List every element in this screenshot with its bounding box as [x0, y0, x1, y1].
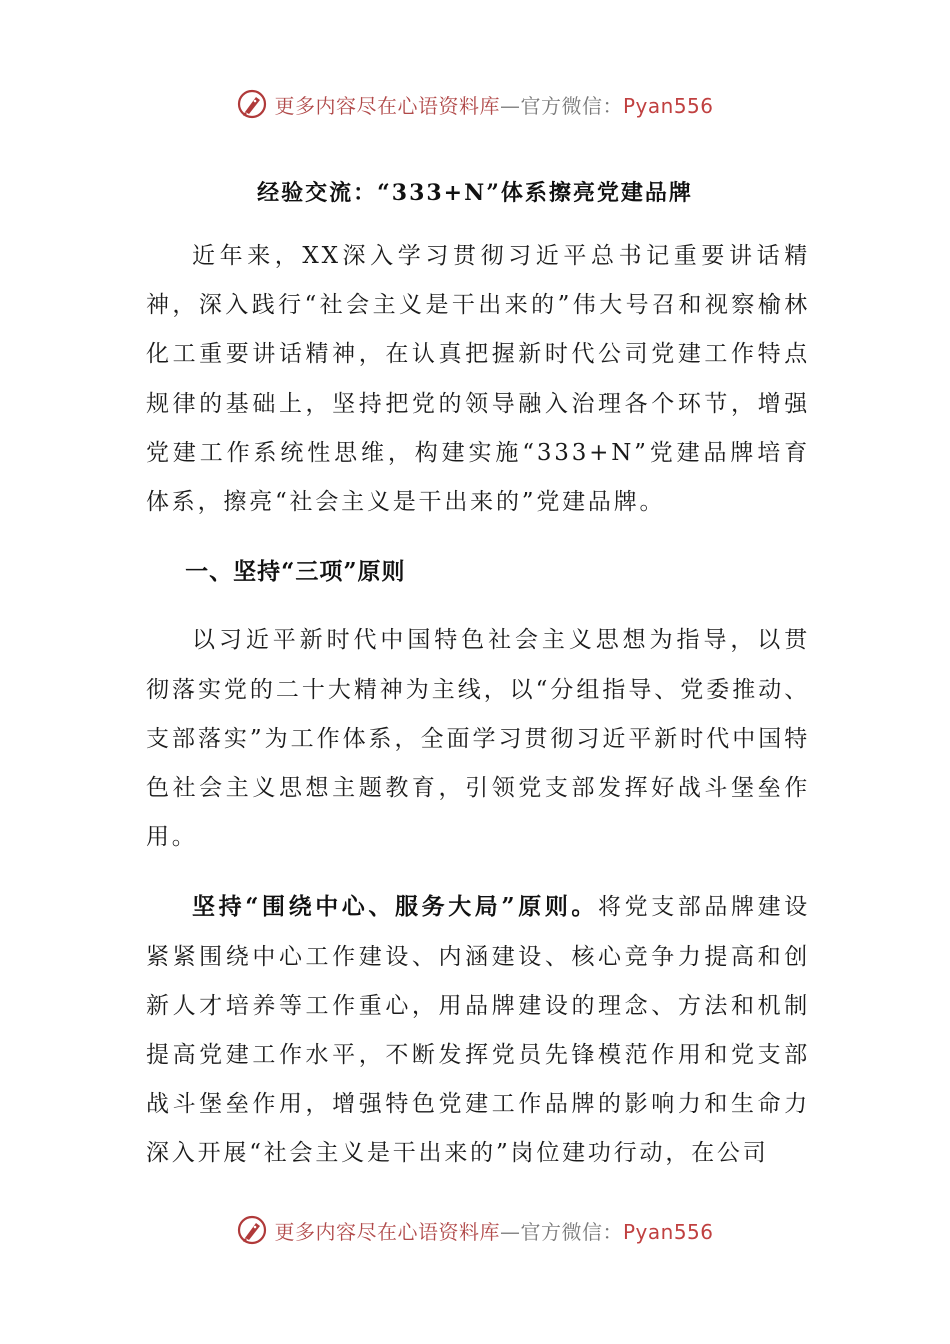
principle1-paragraph	[146, 882, 810, 1178]
section1-paragraph: 以习近平新时代中国特色社会主义思想为指导，以贯彻落实党的二十大精神为主线，以“分组指导、党委推动、支部落实”为工作体系，全面学习贯彻习近平新时代中国特色社会主义思想主题教育，引领党支部发挥好战斗堡垒作用。	[146, 627, 810, 851]
header-banner	[0, 84, 950, 124]
banner-wechat-account: Pyan556	[622, 93, 714, 118]
pen-nib-logo-icon	[236, 1214, 268, 1246]
document-body	[146, 232, 810, 1179]
banner-wechat-account: Pyan556	[622, 1219, 714, 1244]
banner-brand-text: 更多内容尽在心语资料库	[274, 1219, 500, 1244]
principle1-body: 将党支部品牌建设紧紧围绕中心工作建设、内涵建设、核心竞争力提高和创新人才培养等工作重心，用品牌建设的理念、方法和机制提高党建工作水平，不断发挥党员先锋模范作用和党支部战斗堡垒作用，增强特色党建工作品牌的影响力和生命力深入开展“社会主义是干出来的”岗位建功行动，在公司	[146, 894, 810, 1167]
intro-paragraph: 近年来，XX深入学习贯彻习近平总书记重要讲话精神，深入践行“社会主义是干出来的”伟大号召和视察榆林化工重要讲话精神，在认真把握新时代公司党建工作特点规律的基础上，坚持把党的领导融入治理各个环节，增强党建工作系统性思维，构建实施“333+N”党建品牌培育体系，擦亮“社会主义是干出来的”党建品牌。	[146, 243, 810, 516]
banner-text	[274, 1216, 713, 1245]
banner-separator: —	[499, 93, 521, 118]
pen-nib-logo-icon	[236, 88, 268, 120]
document-title: 经验交流：“333+N”体系擦亮党建品牌	[257, 180, 693, 206]
principle1-lead: 坚持“围绕中心、服务大局”原则。	[192, 893, 599, 921]
banner-brand-text: 更多内容尽在心语资料库	[274, 93, 500, 118]
banner-wechat-label: 官方微信：	[520, 1219, 623, 1244]
banner-text	[274, 90, 713, 119]
footer-banner	[0, 1210, 950, 1250]
banner-wechat-label: 官方微信：	[520, 93, 623, 118]
section-heading-1: 一、坚持“三项”原则	[185, 558, 406, 586]
banner-separator: —	[499, 1219, 521, 1244]
